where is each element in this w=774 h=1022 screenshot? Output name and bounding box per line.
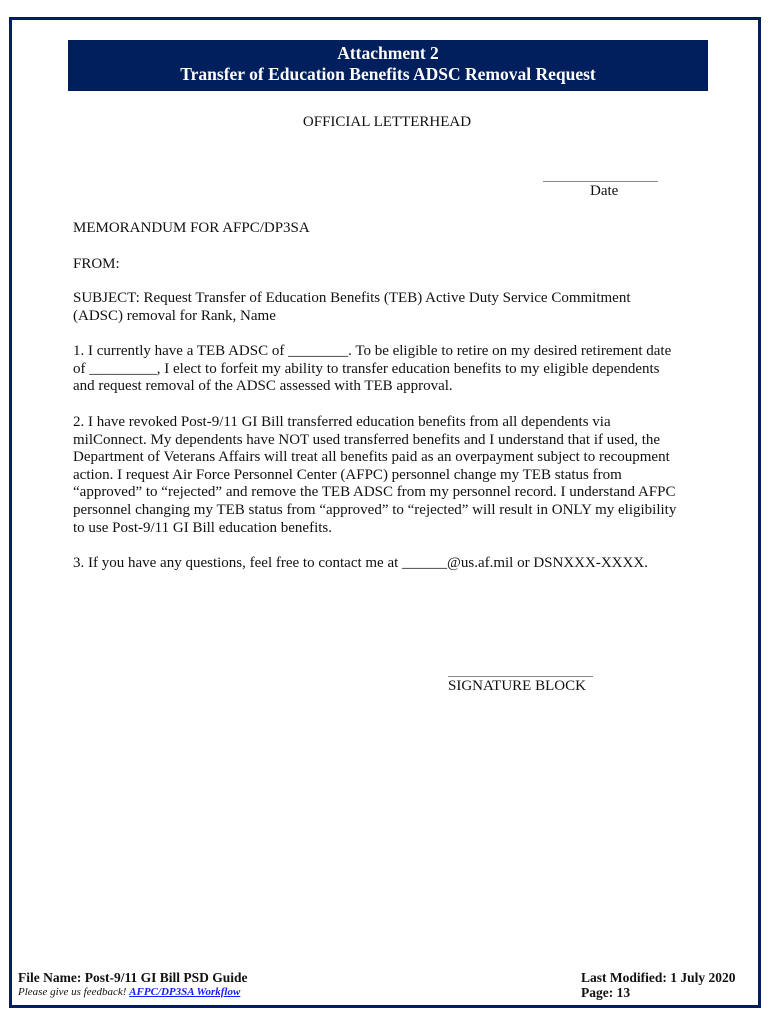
signature-line — [448, 676, 593, 677]
paragraph-line: 2. I have revoked Post-9/11 GI Bill transferred education benefits from all dependents via — [73, 414, 611, 430]
paragraph-line: “approved” to “rejected” and remove the TEB ADSC from my personnel record. I understand AFPC — [73, 484, 676, 501]
subject-block — [73, 290, 631, 325]
attachment-title: Transfer of Education Benefits ADSC Removal Request — [180, 64, 596, 84]
attachment-header — [68, 40, 708, 91]
official-letterhead: OFFICIAL LETTERHEAD — [302, 114, 472, 130]
attachment-number: Attachment 2 — [337, 43, 439, 63]
paragraph-line: 1. I currently have a TEB ADSC of ________. To be eligible to retire on my desired retirement date — [73, 343, 672, 359]
paragraph-line: personnel changing my TEB status from “approved” to “rejected” will result in ONLY my eligibility — [73, 501, 677, 518]
paragraph-line: action. I request Air Force Personnel Center (AFPC) personnel change my TEB status from — [73, 466, 622, 483]
paragraph-line: and request removal of the ADSC assessed with TEB approval. — [73, 378, 453, 395]
paragraph-3: 3. If you have any questions, feel free to contact me at ______@us.af.mil or DSNXXX-XXXX. — [73, 555, 648, 571]
subject-line: SUBJECT: Request Transfer of Education Benefits (TEB) Active Duty Service Commitment — [73, 290, 631, 306]
date-line — [543, 181, 658, 182]
signature-block: SIGNATURE BLOCK — [448, 678, 586, 694]
from-line: FROM: — [73, 256, 120, 272]
subject-line: (ADSC) removal for Rank, Name — [73, 307, 276, 324]
memorandum-for: MEMORANDUM FOR AFPC/DP3SA — [73, 220, 310, 236]
paragraph-line: milConnect. My dependents have NOT used transferred benefits and I understand that if used, the — [73, 431, 661, 448]
feedback-link[interactable]: AFPC/DP3SA Workflow — [129, 986, 241, 998]
paragraph-1 — [73, 343, 671, 396]
page-number: Page: 13 — [581, 985, 631, 1000]
footer-left — [18, 970, 248, 999]
feedback-text: Please give us feedback! — [18, 986, 127, 998]
feedback-line — [18, 985, 248, 999]
paragraph-line: of _________, I elect to forfeit my ability to transfer education benefits to my eligible dependents — [73, 360, 660, 377]
file-name: File Name: Post-9/11 GI Bill PSD Guide — [18, 970, 248, 985]
paragraph-line: Department of Veterans Affairs will treat all benefits paid as an overpayment subject to recoupment — [73, 449, 670, 466]
date-label: Date — [590, 183, 619, 199]
paragraph-2 — [73, 414, 676, 537]
footer-right — [581, 970, 736, 1000]
last-modified: Last Modified: 1 July 2020 — [581, 970, 736, 985]
paragraph-line: to use Post-9/11 GI Bill education benefits. — [73, 519, 332, 536]
